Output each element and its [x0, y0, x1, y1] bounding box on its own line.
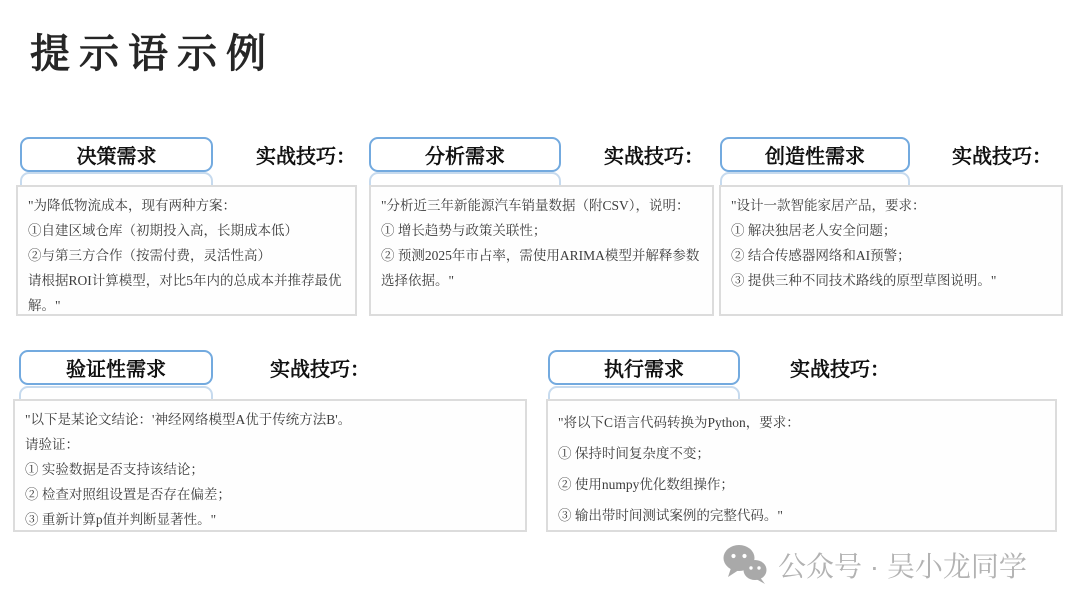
prompt-line: "以下是某论文结论：'神经网络模型A优于传统方法B'。: [25, 412, 352, 427]
category-box-decision: [20, 137, 213, 172]
prompt-line: "设计一款智能家居产品，要求：: [731, 198, 926, 213]
prompt-line: ① 增长趋势与政策关联性；: [381, 223, 547, 238]
tips-label: 实战技巧：: [256, 146, 356, 168]
tips-label: 实战技巧：: [952, 146, 1052, 168]
wechat-icon: [722, 544, 768, 586]
prompt-example-verification: [13, 399, 527, 532]
prompt-line: ③ 提供三种不同技术路线的原型草图说明。": [731, 273, 997, 288]
prompt-line: "将以下C语言代码转换为Python，要求：: [558, 415, 800, 430]
category-label: 决策需求: [76, 146, 157, 168]
prompt-line: ③ 输出带时间测试案例的完整代码。": [558, 508, 783, 523]
prompt-line: ② 结合传感器网络和AI预警；: [731, 248, 911, 263]
prompt-line: ② 检查对照组设置是否存在偏差；: [25, 487, 231, 502]
page-title: 提示语示例: [30, 32, 275, 76]
category-label: 分析需求: [425, 146, 505, 168]
prompt-line: ① 解决独居老人安全问题；: [731, 223, 897, 238]
prompt-line: 请验证：: [25, 437, 79, 452]
category-box-analysis: [369, 137, 561, 172]
category-box-execution: [548, 350, 740, 385]
prompt-line: "分析近三年新能源汽车销量数据（附CSV），说明：: [381, 198, 690, 213]
prompt-line: ①自建区域仓库（初期投入高，长期成本低）: [28, 223, 298, 238]
category-box-verification: [19, 350, 213, 385]
prompt-line: ① 保持时间复杂度不变；: [558, 446, 710, 461]
prompt-line: ② 预测2025年市占率，需使用ARIMA模型并解释参数选择依据。": [381, 248, 700, 288]
tips-label: 实战技巧：: [790, 359, 890, 381]
tips-label: 实战技巧：: [270, 359, 370, 381]
category-box-creative: [720, 137, 910, 172]
prompt-example-analysis: [369, 185, 714, 316]
prompt-line: ③ 重新计算p值并判断显著性。": [25, 512, 217, 527]
category-label: 验证性需求: [66, 359, 166, 381]
watermark: [722, 544, 1027, 586]
prompt-example-creative: [719, 185, 1063, 316]
category-label: 创造性需求: [765, 146, 865, 168]
prompt-line: ②与第三方合作（按需付费，灵活性高）: [28, 248, 271, 263]
prompt-line: ② 使用numpy优化数组操作；: [558, 477, 734, 492]
prompt-example-execution: [546, 399, 1057, 532]
prompt-line: "为降低物流成本，现有两种方案：: [28, 198, 237, 213]
tips-label: 实战技巧：: [604, 146, 704, 168]
category-label: 执行需求: [604, 359, 684, 381]
prompt-line: 请根据ROI计算模型，对比5年内的总成本并推荐最优解。": [28, 273, 342, 313]
watermark-label: 公众号 · 吴小龙同学: [778, 551, 1027, 582]
prompt-example-decision: [16, 185, 357, 316]
prompt-line: ① 实验数据是否支持该结论；: [25, 462, 204, 477]
